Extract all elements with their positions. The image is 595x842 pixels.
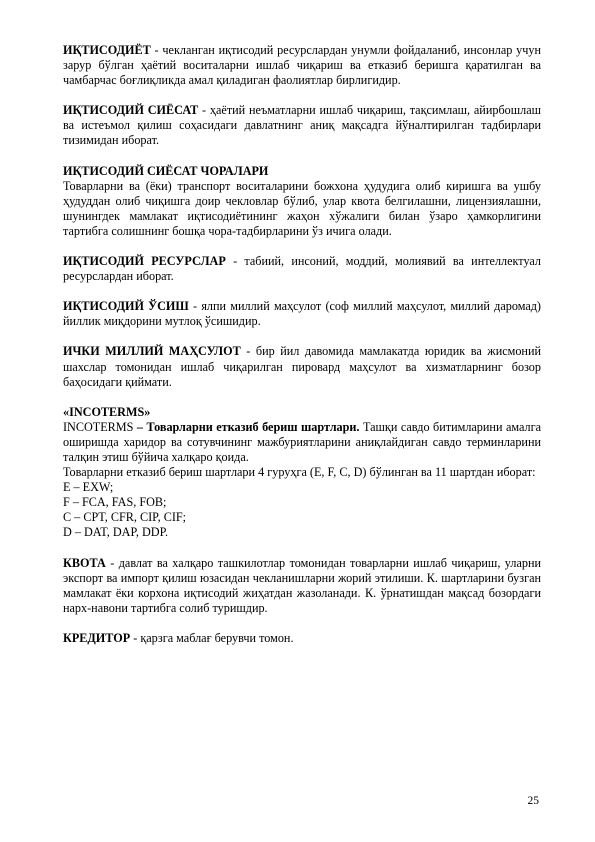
incoterms-heading: «INCOTERMS» (63, 404, 151, 419)
incoterms-group-d: D – DAT, DAP, DDP. (63, 525, 169, 540)
entry-kreditor (63, 631, 541, 646)
definition: - бир йил давомида мамлакатда юридик ва жисмоний шахслар томонидан ишлаб чиқарилган пировард маҳсулот ва хизматларнинг бозор баҳосидаги қиймати. (63, 344, 541, 389)
term: ИЧКИ МИЛЛИЙ МАҲСУЛОТ (63, 344, 241, 359)
definition: - қарзга маблағ берувчи томон. (130, 630, 294, 645)
term: ИҚТИСОДИЙ ЎСИШ (63, 299, 189, 314)
entry-iqtisodiy-resurslar (63, 254, 541, 284)
definition: - ҳаётий неъматларни ишлаб чиқариш, тақсимлаш, айирбошлаш ва истеъмол қилиш соҳасидаги давлатнинг аниқ мақсадга йўналтирилган тадбирлари тизимидан иборат. (63, 103, 542, 148)
definition: - ялпи миллий маҳсулот (соф миллий маҳсулот, миллий даромад) йиллик миқдорини мутлоқ ўсишидир. (63, 299, 541, 329)
entry-iqtisodiy-osish (63, 299, 541, 329)
incoterms-definition: INCOTERMS – Товарларни етказиб бериш шартлари. Ташқи савдо битимларини амалга оширишда харидор ва сотувчининг мажбуриятларини аниқлайдиган савдо терминларини талқин этиш бўйича халқаро қоида. (63, 419, 542, 464)
entry-ichki-milliy-mahsulot (63, 344, 541, 389)
entry-siyosat-choralari (63, 179, 541, 239)
definition: - чекланган иқтисодий ресурслардан унумли фойдаланиб, инсонлар учун зарур бўлган ҳаётий воситаларни ишлаб чиқариш ва етказиб беришга қаратилган ва чамбарчас боғлиқликда амал қиладиган фаолиятлар бирлигидир. (63, 43, 541, 88)
entry-kvota (63, 556, 541, 616)
incoterms-groups-intro: Товарларни етказиб бериш шартлари 4 гуруҳга (E, F, C, D) бўлинган ва 11 шартдан иборат: (63, 465, 536, 480)
entry-siyosat-choralari-heading (63, 164, 541, 179)
definition: - давлат ва халқаро ташкилотлар томонидан товарларни ишлаб чиқариш, уларни экспорт ва импорт қилиш юзасидан чекланишларни жорий этилиши. К. шартларини бузган мамлакат ёки корхона иқтисодий жиҳатдан жазоланади. К. ўрнатишдан мақсад бозордаги нарх-навони тартибга солиб туришдир. (63, 555, 541, 615)
page-number: 25 (527, 795, 539, 807)
entry-iqtisodiy-siyosat (63, 103, 541, 148)
term: ИҚТИСОДИЙ СИЁСАТ (63, 103, 199, 118)
definition: - табиий, инсоний, моддий, молиявий ва интеллектуал ресурслардан иборат. (63, 254, 541, 284)
incoterms-group-c: C – CPT, CFR, CIP, CIF; (63, 510, 187, 525)
incoterms-group-f: F – FCA, FAS, FOB; (63, 495, 167, 510)
term: КВОТА (63, 555, 106, 570)
term: ИҚТИСОДИЁТ (63, 43, 151, 57)
document-page (63, 43, 541, 646)
definition: Товарларни ва (ёки) транспорт воситаларини божхона ҳудудига олиб киришга ва ушбу ҳудуддан олиб чиқишга доир чекловлар бўлиб, улар квота белгилашни, лицензиялашни, шунингдек мамлакат иқтисодиётининг жаҳон хўжалиги билан ўзаро ҳамкорлигини тартибга солишнинг бошқа чора-тадбирларини ўз ичига олади. (63, 178, 541, 238)
incoterms-group-e: E – EXW; (63, 480, 114, 495)
term: ИҚТИСОДИЙ РЕСУРСЛАР (63, 254, 226, 269)
term: ИҚТИСОДИЙ СИЁСАТ ЧОРАЛАРИ (63, 163, 269, 178)
term: КРЕДИТОР (63, 630, 131, 645)
entry-iqtisodiyot (63, 43, 541, 88)
